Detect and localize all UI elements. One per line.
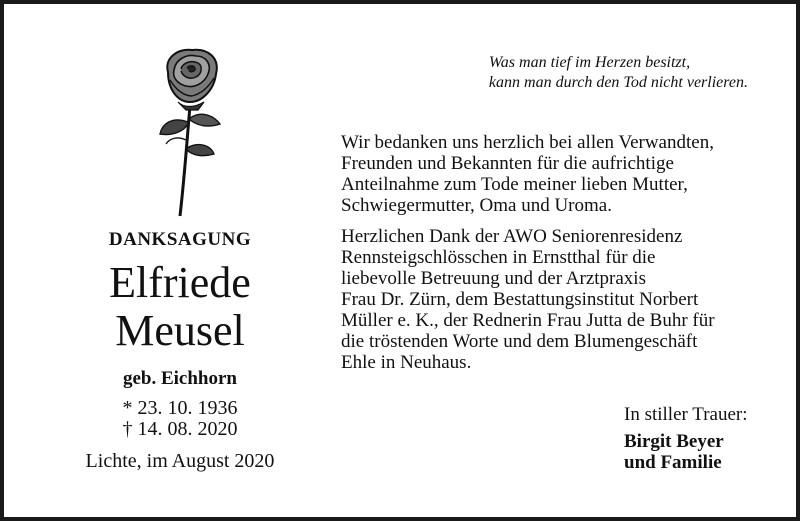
text-line: die tröstenden Worte und dem Blumengeschäft <box>341 331 698 352</box>
text-line: Frau Dr. Zürn, dem Bestattungsinstitut Norbert <box>341 289 699 310</box>
mourner-name: Birgit Beyer <box>624 431 724 452</box>
birth-date: * 23. 10. 1936 <box>122 397 238 419</box>
text-line: Schwiegermutter, Oma und Uroma. <box>341 195 612 216</box>
thanks-paragraph-2 <box>341 226 781 373</box>
text-line: Müller e. K., der Rednerin Frau Jutta de Buhr für <box>341 310 715 331</box>
quote-line: kann man durch den Tod nicht verlieren. <box>488 74 748 91</box>
mourning-label: In stiller Trauer: <box>624 404 748 425</box>
text-line: Herzlichen Dank der AWO Seniorenresidenz <box>341 226 683 247</box>
death-date: † 14. 08. 2020 <box>122 418 238 440</box>
place-and-date: Lichte, im August 2020 <box>85 450 275 472</box>
text-line: Freunden und Bekannten für die aufrichtige <box>341 153 674 174</box>
rose-icon <box>150 44 234 218</box>
quote-line: Was man tief im Herzen besitzt, <box>488 54 691 71</box>
text-line: Rennsteigschlösschen in Ernstthal für die <box>341 247 656 268</box>
text-line: liebevolle Betreuung und der Arztpraxis <box>341 268 646 289</box>
maiden-name: geb. Eichhorn <box>122 368 238 389</box>
deceased-last-name: Meusel <box>115 306 245 355</box>
mourner-family: und Familie <box>624 452 722 473</box>
memorial-quote <box>489 53 748 93</box>
thanks-paragraph-1 <box>341 132 781 216</box>
text-line: Anteilnahme zum Tode meiner lieben Mutter, <box>341 174 688 195</box>
text-line: Wir bedanken uns herzlich bei allen Verwandten, <box>341 132 714 153</box>
heading-danksagung: DANKSAGUNG <box>108 229 252 250</box>
text-line: Ehle in Neuhaus. <box>341 352 472 373</box>
deceased-first-name: Elfriede <box>109 258 251 307</box>
